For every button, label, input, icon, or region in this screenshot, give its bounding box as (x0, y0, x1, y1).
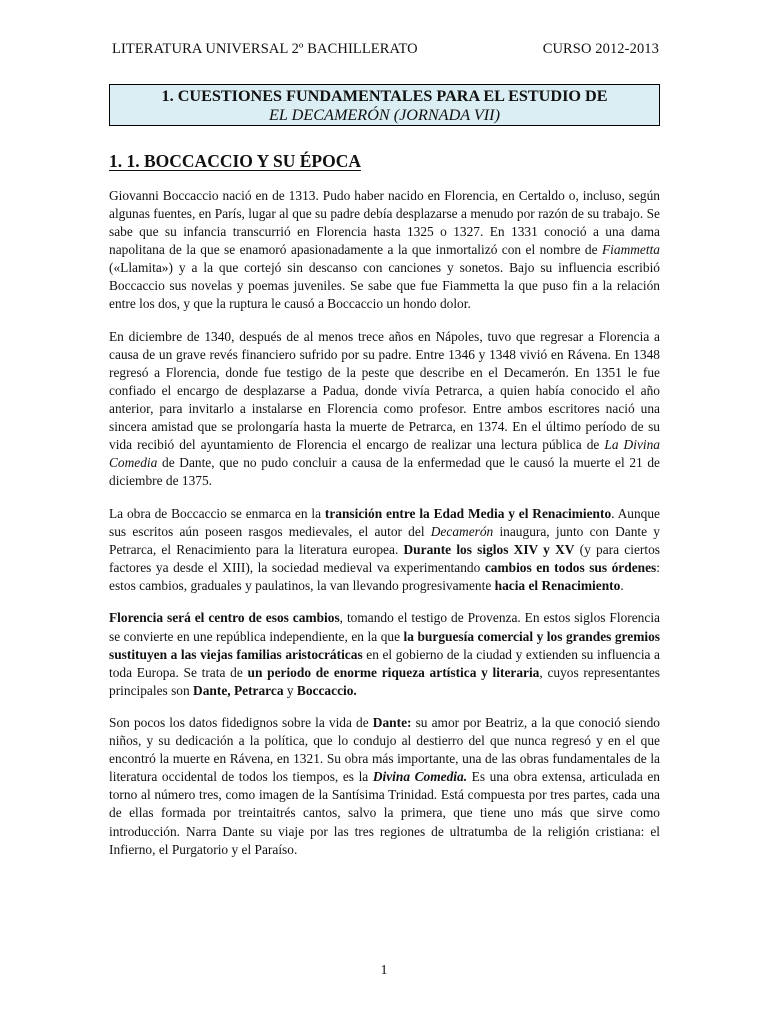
page-number: 1 (380, 963, 388, 978)
text-run: . (620, 577, 624, 593)
text-run: («Llamita») y a la que cortejó sin descanso con canciones y sonetos. Bajo su influencia escribió Boccaccio sus novelas y poemas juveniles. Se sabe que fue Fiammetta la que puso fin a la relación entre los dos, y que la ruptura le causó a Boccaccio un hondo dolor. (109, 260, 660, 312)
text-run: . Aunque sus escritos aún poseen rasgos medievales, el autor del (109, 505, 660, 539)
text-run: Son pocos los datos fidedignos sobre la vida de (109, 715, 373, 731)
header-school-year: CURSO 2012-2013 (542, 41, 659, 57)
bold-text: transición entre la Edad Media y el Renacimiento (324, 505, 612, 521)
italic-text: La Divina Comedia (109, 437, 661, 471)
text-run: , cuyos representantes principales son (109, 664, 661, 698)
header-course-title: LITERATURA UNIVERSAL 2º BACHILLERATO (112, 41, 418, 57)
chapter-title-line2: EL DECAMERÓN (JORNADA VII) (269, 106, 500, 124)
text-run: , tomando el testigo de Provenza. En estos siglos Florencia se convierte en une república independiente, en la que (109, 610, 660, 644)
body-paragraph (109, 187, 660, 313)
text-run: y (283, 682, 297, 698)
bold-text: Florencia será el centro de esos cambios (109, 610, 340, 626)
bold-text: Dante, Petrarca (193, 682, 284, 698)
body-paragraph (109, 505, 660, 595)
chapter-title-box (109, 84, 660, 126)
section-heading: 1. 1. BOCCACCIO Y SU ÉPOCA (109, 151, 361, 171)
italic-text: Fiammetta (601, 242, 660, 258)
bold-italic-text: Divina Comedia. (372, 769, 468, 785)
text-run: : estos cambios, graduales y paulatinos, la van llevando progresivamente (109, 559, 660, 593)
text-run: La obra de Boccaccio se enmarca en la (109, 505, 325, 521)
bold-text: la burguesía comercial y los grandes gremios sustituyen a las viejas familias aristocráticas (109, 628, 660, 662)
text-run: en el gobierno de la ciudad y extienden su influencia a toda Europa. Se trata de (109, 646, 660, 680)
bold-text: un periodo de enorme riqueza artística y literaria (247, 664, 540, 680)
body-text (109, 187, 660, 873)
body-paragraph (109, 609, 660, 699)
bold-text: cambios en todos sus órdenes (484, 559, 657, 575)
text-run: (y para ciertos factores ya desde el XIII), la sociedad medieval va experimentando (109, 541, 660, 575)
text-run: Giovanni Boccaccio nació en de 1313. Pudo haber nacido en Florencia, en Certaldo o, incluso, según algunas fuentes, en París, lugar al que su padre debía desplazarse a menudo por razón de su trabajo. Se sabe que su infancia transcurrió en Florencia hasta 1325 o 1327. En 1331 conoció a una dama napolitana de la que se enamoró apasionadamente a la que inmortalizó con el nombre de (109, 188, 660, 258)
chapter-title-line1: 1. CUESTIONES FUNDAMENTALES PARA EL ESTUDIO DE (161, 87, 608, 105)
body-paragraph (109, 714, 660, 858)
bold-text: Boccaccio. (296, 682, 357, 698)
italic-text: Decamerón (430, 523, 494, 539)
text-run: su amor por Beatriz, a la que conoció siendo niños, y su dedicación a la política, que lo condujo al destierro del que nunca regresó y en el que encontró la muerte en Rávena, en 1321. Su obra más importante, una de las obras fundamentales de la literatura occidental de todos los tiempos, es la (109, 715, 660, 785)
bold-text: Dante: (372, 715, 412, 731)
text-run: Es una obra extensa, articulada en torno al número tres, como imagen de la Santísima Trinidad. Está compuesta por tres partes, cada una de ellas formada por treintaitrés cantos, salvo la primera, que tiene uno más que sirve como introducción. Narra Dante su viaje por las tres regiones de ultratumba de la religión cristiana: el Infierno, el Purgatorio y el Paraíso. (109, 769, 660, 857)
body-paragraph (109, 328, 660, 490)
text-run: de Dante, que no pudo concluir a causa de la enfermedad que le causó la muerte el 21 de diciembre de 1375. (109, 455, 660, 489)
text-run: inaugura, junto con Dante y Petrarca, el Renacimiento para la literatura europea. (109, 523, 661, 557)
bold-text: hacia el Renacimiento (494, 577, 621, 593)
text-run: En diciembre de 1340, después de al menos trece años en Nápoles, tuvo que regresar a Florencia a causa de un grave revés financiero sufrido por su padre. Entre 1346 y 1348 vivió en Rávena. En 1348 regresó a Florencia, donde fue testigo de la peste que describe en el Decamerón. En 1351 le fue confiado el encargo de desplazarse a Padua, donde vivía Petrarca, a quien había conocido el año anterior, para invitarlo a instalarse en Florencia como profesor. Entre ambos escritores nació una sincera amistad que se prolongaría hasta la muerte de Petrarca, en 1374. En el último período de su vida recibió del ayuntamiento de Florencia el encargo de realizar una lectura pública de (109, 328, 660, 453)
running-header (112, 41, 659, 58)
bold-text: Durante los siglos XIV y XV (403, 541, 575, 557)
